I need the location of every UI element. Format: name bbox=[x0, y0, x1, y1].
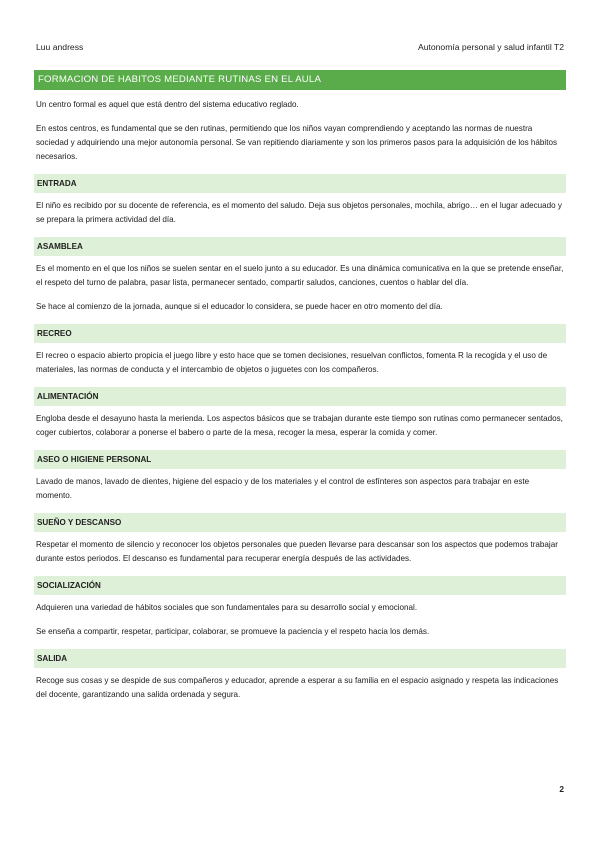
section-heading-salida: SALIDA bbox=[34, 649, 566, 668]
section-paragraph: Engloba desde el desayuno hasta la merienda. Los aspectos básicos que se trabajan durante este tiempo son rutinas como permanecer sentados, coger cubiertos, colaborar a ponerse el babero o parte de la mesa, recoger la mesa, esperar la comida y comer. bbox=[36, 414, 563, 437]
section-paragraph: Lavado de manos, lavado de dientes, higiene del espacio y de los materiales y el control de esfínteres son aspectos para trabajar en este momento. bbox=[36, 477, 530, 500]
section-heading-socializacion: SOCIALIZACIÓN bbox=[34, 576, 566, 595]
intro-paragraph: En estos centros, es fundamental que se den rutinas, permitiendo que los niños vayan comprendiendo y aceptando las normas de nuestra sociedad y adquiriendo una mejor autonomía personal. Se van repitiendo diariamente y son los primeros pasos para la adquisición de los hábitos necesarios. bbox=[36, 124, 558, 161]
section-paragraph: Recoge sus cosas y se despide de sus compañeros y educador, aprende a esperar a su familia en el espacio asignado y respeta las indicaciones del docente, garantizando una salida ordenada y segura. bbox=[36, 676, 559, 699]
section-heading-entrada: ENTRADA bbox=[34, 174, 566, 193]
section-heading-sueno: SUEÑO Y DESCANSO bbox=[34, 513, 566, 532]
section-heading-aseo: ASEO O HIGIENE PERSONAL bbox=[34, 450, 566, 469]
section-paragraph: Se enseña a compartir, respetar, participar, colaborar, se promueve la paciencia y el respeto hacia los demás. bbox=[36, 627, 430, 636]
section-paragraph: Respetar el momento de silencio y reconocer los objetos personales que pueden llevarse para descansar son los aspectos que podemos trabajar durante estos periodos. El descanso es fundamental para recuperar energía después de las actividades. bbox=[36, 540, 558, 563]
section-heading-alimentacion: ALIMENTACIÓN bbox=[34, 387, 566, 406]
document-title: FORMACION DE HABITOS MEDIANTE RUTINAS EN EL AULA bbox=[34, 70, 566, 90]
section-paragraph: El niño es recibido por su docente de referencia, es el momento del saludo. Deja sus objetos personales, mochila, abrigo… en el lugar adecuado y se prepara la primera actividad del día. bbox=[36, 201, 562, 224]
section-heading-asamblea: ASAMBLEA bbox=[34, 237, 566, 256]
section-paragraph: Es el momento en el que los niños se suelen sentar en el suelo junto a su educador. Es una dinámica comunicativa en la que se pretende enseñar, el respeto del turno de palabra, pasar lista, permanecer sentado, compartir saludos, canciones, cuentos o hablar del día. bbox=[36, 264, 564, 287]
section-heading-recreo: RECREO bbox=[34, 324, 566, 343]
section-paragraph: Adquieren una variedad de hábitos sociales que son fundamentales para su desarrollo social y emocional. bbox=[36, 603, 418, 612]
document-body bbox=[34, 70, 566, 712]
section-paragraph: El recreo o espacio abierto propicia el juego libre y esto hace que se tomen decisiones, resuelvan conflictos, fomenta R la recogida y el uso de materiales, las normas de conducta y el intercambio de objetos o juguetes con los compañeros. bbox=[36, 351, 548, 374]
header-subject: Autonomía personal y salud infantil T2 bbox=[417, 42, 564, 52]
page-header bbox=[36, 42, 564, 52]
page-number: 2 bbox=[559, 784, 564, 794]
header-author: Luu andress bbox=[36, 42, 84, 52]
section-paragraph: Se hace al comienzo de la jornada, aunque si el educador lo considera, se puede hacer en otro momento del día. bbox=[36, 302, 443, 311]
intro-paragraph: Un centro formal es aquel que está dentro del sistema educativo reglado. bbox=[36, 100, 299, 109]
